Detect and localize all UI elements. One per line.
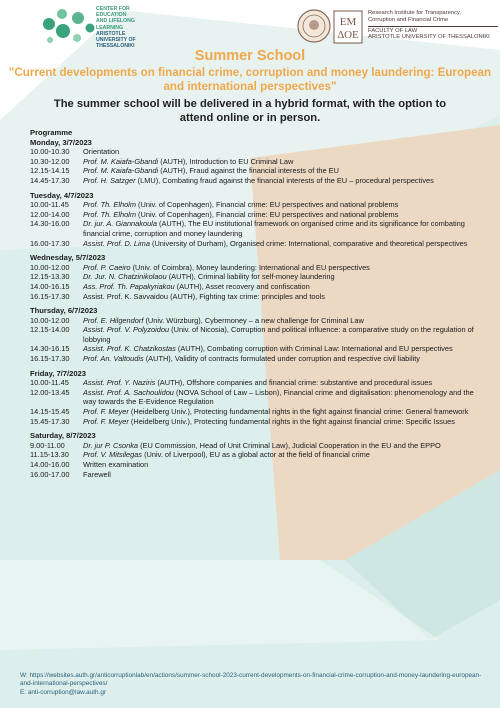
session-description xyxy=(83,388,475,407)
speaker-name: Assist. Prof. V. Polyzoidou xyxy=(83,325,170,335)
svg-text:ΔΟΕ: ΔΟΕ xyxy=(337,29,359,41)
speaker-name: Dr. jur P. Csonka xyxy=(83,440,139,450)
institute-line: Corruption and Financial Crime xyxy=(368,16,449,23)
institute-seal-icon xyxy=(296,8,366,46)
speaker-name: Prof. F. Meyer xyxy=(83,416,129,426)
session-title: (Univ. of Copenhagen), Financial crime: EU perspectives and national problems xyxy=(135,200,399,210)
session-time: 16.00-17.30 xyxy=(30,238,70,248)
session-row xyxy=(30,176,475,186)
day-block xyxy=(30,253,475,301)
session-time: 12.15-14.00 xyxy=(30,325,70,335)
session-description xyxy=(83,292,475,302)
session-description xyxy=(83,417,475,427)
session-description xyxy=(83,157,475,167)
session-time: 12.15-14.15 xyxy=(30,166,70,176)
programme-heading: Programme xyxy=(30,128,73,137)
session-description xyxy=(83,176,475,186)
session-row xyxy=(30,325,475,344)
celll-line: CENTER FOR xyxy=(96,6,130,12)
session-title: (LMU), Combating fraud against the financial interests of the EU – procedural perspectives xyxy=(135,175,434,185)
session-title: (AUTH), Validity of contracts formulated under corruption and respective civil liability xyxy=(143,354,420,364)
session-time: 14.30-16.15 xyxy=(30,344,70,354)
session-time: 12.00-14.00 xyxy=(30,209,70,219)
session-title: (Univ. of Coimbra), Money laundering: International and EU perspectives xyxy=(130,262,370,272)
day-block xyxy=(30,431,475,479)
session-time: 12.00-13.45 xyxy=(30,387,70,397)
title-block xyxy=(0,48,500,125)
session-row xyxy=(30,147,475,157)
speaker-name: Assist. Prof. K. Chatzikostas xyxy=(83,344,176,354)
auth-line: UNIVERSITY OF xyxy=(96,37,136,44)
speaker-name: Assist. Prof. Y. Naziris xyxy=(83,378,156,388)
speaker-name: Dr. jur. A. Giannakoula xyxy=(83,219,157,229)
session-title: Assist. Prof. K. Savvaidou (AUTH), Fighting tax crime: principles and tools xyxy=(83,291,325,301)
celll-logo-text xyxy=(96,6,156,49)
day-block xyxy=(30,369,475,427)
session-description xyxy=(83,219,475,238)
day-heading: Wednesday, 5/7/2023 xyxy=(30,253,106,263)
session-description xyxy=(83,378,475,388)
session-title: (AUTH), Offshore companies and financial crime: substantive and procedural issues xyxy=(155,378,433,388)
session-time: 10.00-11.45 xyxy=(30,378,69,388)
session-description xyxy=(83,282,475,292)
session-title: Written examination xyxy=(83,460,149,469)
speaker-name: Prof. H. Satzger xyxy=(83,175,136,185)
session-description xyxy=(83,272,475,282)
session-row xyxy=(30,166,475,176)
session-description xyxy=(83,470,475,480)
session-row xyxy=(30,441,475,451)
svg-text:ΕΜ: ΕΜ xyxy=(339,16,357,28)
session-time: 14.30-16.00 xyxy=(30,219,70,229)
session-row xyxy=(30,272,475,282)
speaker-name: Prof. M. Kaiafa-Gbandi xyxy=(83,156,159,166)
session-description xyxy=(83,147,475,157)
speaker-name: Ass. Prof. Th. Papakyriakou xyxy=(83,281,175,291)
session-row xyxy=(30,417,475,427)
intro-text: The summer school will be delivered in a hybrid format, with the option to attend online or in person. xyxy=(53,98,447,124)
footer xyxy=(20,672,490,697)
session-row xyxy=(30,282,475,292)
institute-line: Research Institute for Transparency, xyxy=(368,10,462,16)
celll-line: AND LIFELONG xyxy=(96,18,135,25)
session-time: 16.00-17.00 xyxy=(30,469,70,479)
day-heading: Saturday, 8/7/2023 xyxy=(30,431,96,441)
session-row xyxy=(30,378,475,388)
session-description xyxy=(83,344,475,354)
day-block xyxy=(30,138,475,186)
speaker-name: Prof. Th. Elholm xyxy=(83,200,136,210)
day-block xyxy=(30,306,475,364)
session-description xyxy=(83,354,475,364)
session-description xyxy=(83,166,475,176)
session-title: (AUTH), Fraud against the financial interests of the EU xyxy=(158,166,339,176)
speaker-name: Assist. Prof. D. Lima xyxy=(83,238,150,248)
session-row xyxy=(30,200,475,210)
celll-line: LEARNING xyxy=(96,24,124,31)
faculty-line: FACULTY OF LAW xyxy=(368,27,418,34)
session-title: (Heidelberg Univ.), Protecting fundamental rights in the fight against financial crime: Specific Issues xyxy=(128,416,455,426)
session-title: (AUTH), The EU institutional framework on organised crime and its significance for combating financial crime, corruption and money laundering xyxy=(83,219,465,238)
session-title: Farewell xyxy=(83,469,111,479)
session-time: 16.15-17.30 xyxy=(30,354,70,364)
session-title: (AUTH), Asset recovery and confiscation xyxy=(174,281,310,291)
day-heading: Tuesday, 4/7/2023 xyxy=(30,190,94,200)
session-row xyxy=(30,450,475,460)
speaker-name: Dr. Jur. N. Chatzinikolaou xyxy=(83,272,167,282)
session-title: (Univ. of Nicosia), Corruption and political influence: a comparative study on the regulation of lobbying xyxy=(83,325,474,344)
session-row xyxy=(30,292,475,302)
session-description xyxy=(83,450,475,460)
session-description xyxy=(83,210,475,220)
celll-logo-icon xyxy=(38,4,98,48)
auth-line: THESSALONIKI xyxy=(96,43,135,50)
session-time: 12.15-13.30 xyxy=(30,272,70,282)
session-title: (Univ. Würzburg), Cybermoney – a new challenge for Criminal Law xyxy=(143,315,364,325)
session-row xyxy=(30,407,475,417)
session-title: (EU Commission, Head of Unit Criminal Law), Judicial Cooperation in the EU and the EPPO xyxy=(138,440,441,450)
session-time: 14.00-16.15 xyxy=(30,281,70,291)
session-time: 14.00-16.00 xyxy=(30,460,70,469)
speaker-name: Prof. An. Valtoudis xyxy=(83,354,144,364)
session-title: (University of Durham), Organised crime: International, comparative and theoretical perspectives xyxy=(149,238,468,248)
session-time: 10.30-12.00 xyxy=(30,156,70,166)
session-time: 14.15-15.45 xyxy=(30,407,70,417)
faculty-line: ARISTOTLE UNIVERSITY OF THESSALONIKI xyxy=(368,34,490,41)
session-row xyxy=(30,219,475,238)
email-link[interactable]: E: anti-corruption@law.auth.gr xyxy=(20,688,107,696)
session-title: (Univ. of Liverpool), EU as a global actor at the field of financial crime xyxy=(142,450,370,460)
celll-line: EDUCATION xyxy=(96,12,127,19)
session-title: (AUTH), Criminal liability for self-money laundering xyxy=(166,272,335,282)
session-description xyxy=(83,407,475,417)
session-title: (Univ. of Copenhagen), Financial crime: EU perspectives and national problems xyxy=(135,209,399,219)
session-row xyxy=(30,354,475,364)
session-row xyxy=(30,460,475,470)
session-description xyxy=(83,316,475,326)
institute-logo-text xyxy=(368,10,498,41)
session-row xyxy=(30,388,475,407)
session-time: 16.15-17.30 xyxy=(30,291,70,301)
session-description xyxy=(83,325,475,344)
session-row xyxy=(30,470,475,480)
speaker-name: Prof. M. Kaiafa-Gbandi xyxy=(83,166,159,176)
session-title: (Heidelberg Univ.), Protecting fundamental rights in the fight against financial crime: General framework xyxy=(128,407,469,417)
speaker-name: Prof. E. Hilgendorf xyxy=(83,315,144,325)
speaker-name: Prof. Th. Elholm xyxy=(83,209,136,219)
speaker-name: Prof. F. Meyer xyxy=(83,407,129,417)
session-time: 9.00-11.00 xyxy=(30,440,65,450)
session-time: 15.45-17.30 xyxy=(30,416,70,426)
session-row xyxy=(30,263,475,273)
day-block xyxy=(30,191,475,249)
speaker-name: Assist. Prof. A. Sachoulidou xyxy=(83,387,174,397)
page-subtitle: "Current developments on financial crime, corruption and money laundering: European and international perspectives" xyxy=(8,66,492,93)
session-title: (NOVA School of Law – Lisbon), Financial crime and digitalisation: phenomenology and the way towards the E-Evidence Regulation xyxy=(83,387,474,407)
session-row xyxy=(30,344,475,354)
session-row xyxy=(30,157,475,167)
session-description xyxy=(83,460,475,470)
website-link[interactable]: W: https://websites.auth.gr/anticorruptionlab/en/actions/summer-school-2023-current-developments-on-financial-crime-corruption-and-money-laundering-european-and-international-perspectives/ xyxy=(20,672,482,688)
session-title: Orientation xyxy=(83,147,120,157)
session-time: 10.00-12.00 xyxy=(30,262,70,272)
day-heading: Monday, 3/7/2023 xyxy=(30,137,92,147)
programme xyxy=(30,128,475,484)
session-description xyxy=(83,239,475,249)
session-description xyxy=(83,200,475,210)
session-time: 10.00-11.45 xyxy=(30,200,69,210)
day-heading: Thursday, 6/7/2023 xyxy=(30,306,98,316)
session-row xyxy=(30,316,475,326)
session-description xyxy=(83,441,475,451)
session-description xyxy=(83,263,475,273)
session-title: (AUTH), Introduction to EU Criminal Law xyxy=(158,156,294,166)
day-heading: Friday, 7/7/2023 xyxy=(30,368,87,378)
session-row xyxy=(30,210,475,220)
session-title: (AUTH), Combating corruption with Criminal Law: International and EU perspectives xyxy=(175,344,453,354)
speaker-name: Prof. V. Mitsilegas xyxy=(83,450,143,460)
session-time: 10.00-10.30 xyxy=(30,147,70,157)
session-time: 10.00-12.00 xyxy=(30,315,70,325)
page-title: Summer School xyxy=(194,48,306,64)
session-row xyxy=(30,239,475,249)
auth-line: ARISTOTLE xyxy=(96,30,126,37)
session-time: 11.15-13.30 xyxy=(30,450,69,460)
speaker-name: Prof. P. Caeiro xyxy=(83,262,131,272)
session-time: 14.45-17.30 xyxy=(30,175,70,185)
